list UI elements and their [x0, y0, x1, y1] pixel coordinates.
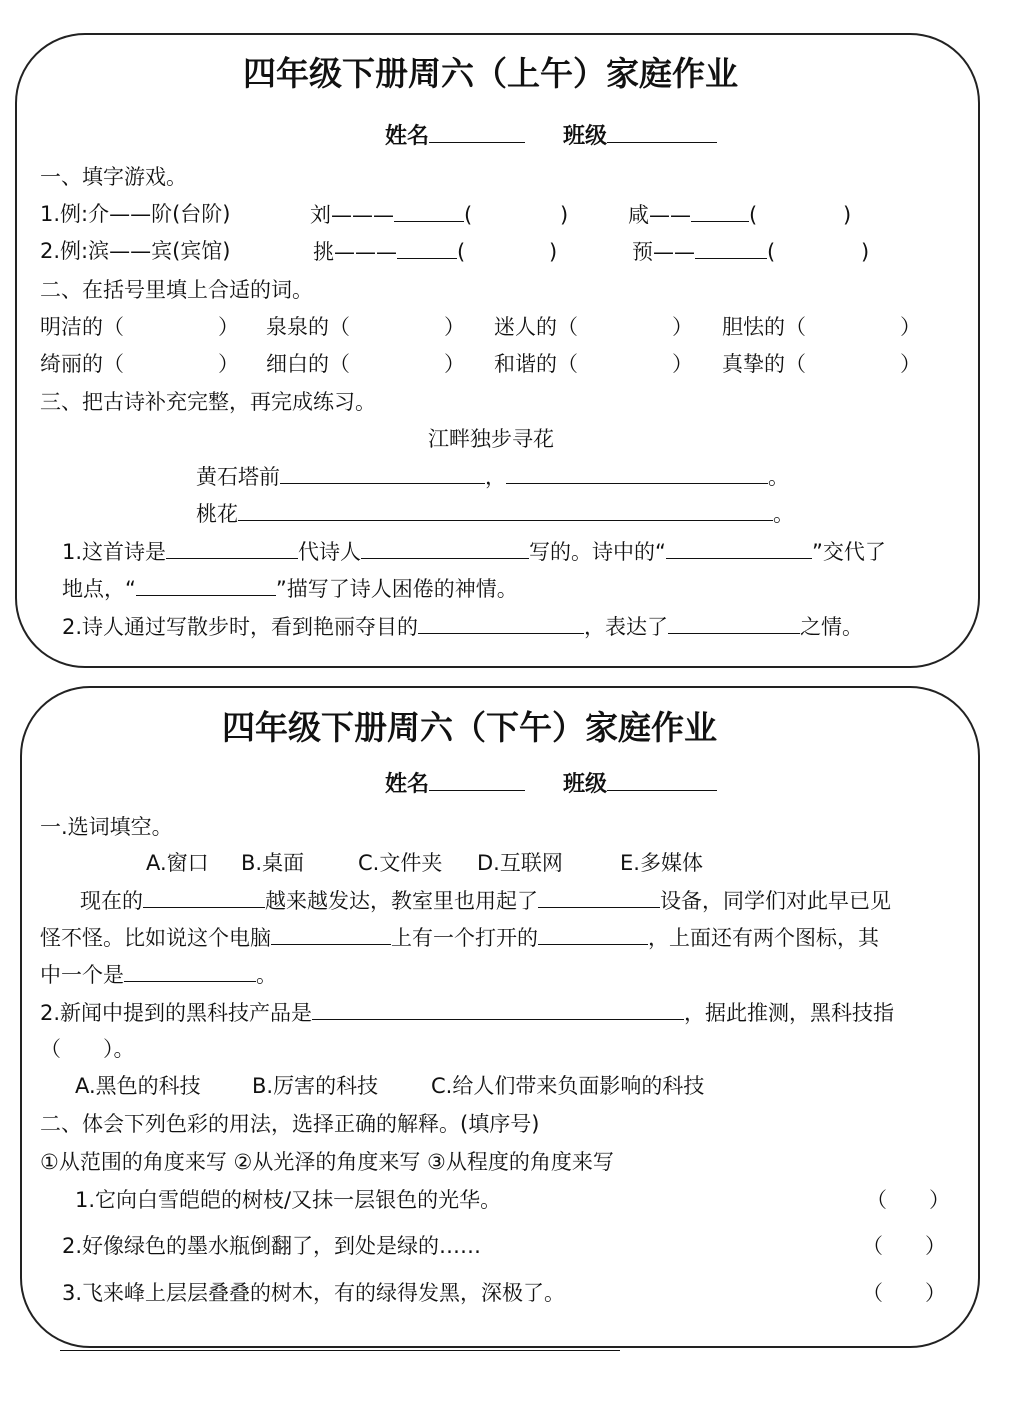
passage-text: 。	[256, 963, 277, 987]
word-option: E.多媒体	[620, 851, 703, 875]
color-question: 1.它向白雪皑皑的树枝/又抹一层银色的光华。	[75, 1188, 502, 1212]
fill-word-1a	[310, 199, 568, 230]
place-blank[interactable]	[666, 536, 812, 559]
q-text: 2.诗人通过写散步时，看到艳丽夺目的	[62, 615, 419, 639]
news-answer-paren: （ ）。	[40, 1037, 135, 1061]
answer-blank[interactable]	[691, 199, 749, 222]
poem-blank[interactable]	[506, 461, 768, 484]
word-option: D.互联网	[477, 851, 563, 875]
fill-word-2a	[313, 236, 557, 267]
adj-blank	[494, 349, 693, 379]
answer-paren[interactable]: （ ）	[862, 1234, 946, 1258]
stem-char: 挑———	[313, 240, 397, 264]
page-title-afternoon: 四年级下册周六（下午）家庭作业	[222, 708, 717, 747]
period: 。	[773, 502, 794, 526]
answer-blank[interactable]	[312, 997, 684, 1020]
answer-blank[interactable]	[538, 885, 660, 908]
answer-blank[interactable]	[538, 922, 648, 945]
poem-text: 桃花	[196, 502, 238, 526]
class-field-afternoon	[563, 768, 717, 800]
q-text: ，表达了	[584, 615, 669, 639]
poem-line-2	[196, 498, 794, 529]
section-heading-1b: 一.选词填空。	[40, 815, 173, 839]
adj-blank	[40, 349, 239, 379]
answer-blank[interactable]	[668, 611, 800, 634]
poem-line-1	[196, 461, 789, 492]
paren-open: (	[464, 203, 473, 227]
adj-label: 胆怯的（	[722, 315, 806, 339]
q-text: 写的。诗中的“	[529, 540, 666, 564]
poet-blank[interactable]	[361, 536, 529, 559]
adj-label: 和谐的（	[494, 352, 578, 376]
choice-option: C.给人们带来负面影响的科技	[431, 1074, 705, 1098]
section-heading-2b: 二、体会下列色彩的用法，选择正确的解释。(填序号)	[40, 1112, 540, 1136]
answer-blank[interactable]	[394, 199, 464, 222]
class-blank[interactable]	[607, 768, 717, 791]
passage-text: 上有一个打开的	[391, 926, 538, 950]
adj-label: 泉泉的（	[266, 315, 350, 339]
passage-text: 越来越发达，教室里也用起了	[265, 889, 538, 913]
news-question	[40, 997, 894, 1028]
answer-blank[interactable]	[271, 922, 391, 945]
paren-close: )	[560, 203, 569, 227]
name-blank[interactable]	[429, 768, 525, 791]
poem-text: 黄石塔前	[196, 465, 280, 489]
passage-text: 现在的	[80, 889, 143, 913]
answer-paren[interactable]: （ ）	[866, 1188, 950, 1212]
passage-text: ，上面还有两个图标，其	[648, 926, 879, 950]
q-text: 代诗人	[298, 540, 362, 564]
poem-question-1	[62, 536, 886, 567]
comma: ，	[485, 465, 506, 489]
section-heading-2: 二、在括号里填上合适的词。	[40, 278, 313, 302]
adj-blank	[40, 312, 239, 342]
paren-close: ）	[900, 315, 921, 339]
paren-close: ）	[672, 352, 693, 376]
period: 。	[768, 465, 789, 489]
name-field-afternoon	[385, 768, 525, 800]
paren-close: ）	[444, 352, 465, 376]
adj-label: 迷人的（	[494, 315, 578, 339]
poem-blank[interactable]	[280, 461, 485, 484]
q-text: 1.这首诗是	[62, 540, 167, 564]
adj-blank	[494, 312, 693, 342]
stem-char: 预——	[632, 240, 695, 264]
paren-close: ）	[218, 352, 239, 376]
section-heading-3: 三、把古诗补充完整，再完成练习。	[40, 390, 376, 414]
passage-text: 怪不怪。比如说这个电脑	[40, 926, 271, 950]
page-title-morning: 四年级下册周六（上午）家庭作业	[243, 54, 738, 93]
adj-label: 明洁的（	[40, 315, 124, 339]
q-text: ”交代了	[811, 540, 886, 564]
poem-question-1-cont	[62, 573, 518, 604]
example-2: 2.例:滨——宾(宾馆)	[40, 239, 231, 263]
answer-blank[interactable]	[124, 959, 256, 982]
name-label: 姓名	[385, 772, 430, 797]
q-text: 之情。	[800, 615, 864, 639]
q-text: ”描写了诗人困倦的神情。	[275, 577, 518, 601]
stem-char: 刘———	[310, 203, 394, 227]
color-question: 3.飞来峰上层层叠叠的树木，有的绿得发黑，深极了。	[62, 1281, 566, 1305]
name-label: 姓名	[385, 124, 430, 149]
poem-blank[interactable]	[238, 498, 773, 521]
adj-label: 真挚的（	[722, 352, 806, 376]
dynasty-blank[interactable]	[166, 536, 298, 559]
passage-line-2	[40, 922, 879, 953]
answer-blank[interactable]	[397, 236, 457, 259]
adj-blank	[722, 349, 921, 379]
bottom-divider	[60, 1350, 620, 1351]
passage-text: 中一个是	[40, 963, 124, 987]
poem-title: 江畔独步寻花	[428, 427, 554, 451]
explanation-choices: ①从范围的角度来写 ②从光泽的角度来写 ③从程度的角度来写	[40, 1150, 614, 1174]
answer-blank[interactable]	[418, 611, 584, 634]
q-text: 2.新闻中提到的黑科技产品是	[40, 1001, 313, 1025]
name-field-morning	[385, 120, 525, 152]
stem-char: 咸——	[628, 203, 691, 227]
section-heading-1: 一、填字游戏。	[40, 165, 187, 189]
word-option: A.窗口	[146, 851, 209, 875]
class-blank[interactable]	[607, 120, 717, 143]
adj-blank	[722, 312, 921, 342]
paren-close: )	[861, 240, 870, 264]
answer-blank[interactable]	[143, 885, 265, 908]
poem-question-2	[62, 611, 863, 642]
passage-text: 设备，同学们对此早已见	[660, 889, 891, 913]
choice-option: A.黑色的科技	[75, 1074, 201, 1098]
class-label: 班级	[563, 772, 608, 797]
color-question: 2.好像绿色的墨水瓶倒翻了，到处是绿的……	[62, 1234, 482, 1258]
answer-paren[interactable]: （ ）	[862, 1281, 946, 1305]
adj-label: 细白的（	[266, 352, 350, 376]
class-field-morning	[563, 120, 717, 152]
paren-close: ）	[900, 352, 921, 376]
paren-close: ）	[444, 315, 465, 339]
answer-blank[interactable]	[695, 236, 767, 259]
fill-word-2b	[632, 236, 869, 267]
paren-close: ）	[672, 315, 693, 339]
passage-line-1	[80, 885, 891, 916]
name-blank[interactable]	[429, 120, 525, 143]
passage-line-3	[40, 959, 277, 990]
q-text: ，据此推测，黑科技指	[684, 1001, 895, 1025]
example-1: 1.例:介——阶(台阶)	[40, 202, 231, 226]
adj-label: 绮丽的（	[40, 352, 124, 376]
paren-close: ）	[218, 315, 239, 339]
adj-blank	[266, 312, 465, 342]
class-label: 班级	[563, 124, 608, 149]
phrase-blank[interactable]	[136, 573, 276, 596]
paren-open: (	[749, 203, 758, 227]
word-option: C.文件夹	[358, 851, 443, 875]
word-option: B.桌面	[241, 851, 305, 875]
paren-close: )	[549, 240, 558, 264]
paren-open: (	[457, 240, 466, 264]
adj-blank	[266, 349, 465, 379]
q-text: 地点，“	[62, 577, 136, 601]
paren-close: )	[843, 203, 852, 227]
paren-open: (	[767, 240, 776, 264]
fill-word-1b	[628, 199, 851, 230]
choice-option: B.厉害的科技	[252, 1074, 379, 1098]
